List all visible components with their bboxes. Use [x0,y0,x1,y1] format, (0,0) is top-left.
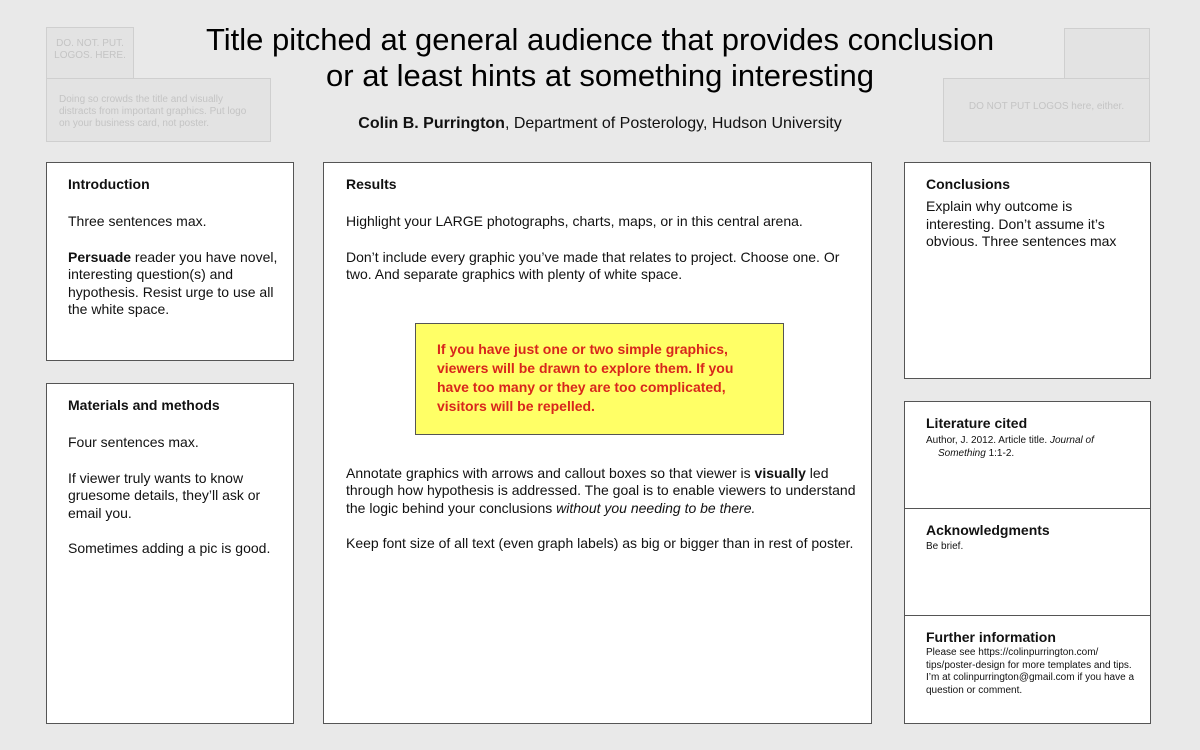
results-text-3-bold: visually [754,464,806,481]
conclusions-panel [904,162,1151,379]
logo-placeholder-note-right-text: DO NOT PUT LOGOS here, either. [968,101,1125,112]
acknowledgments-panel [904,508,1151,616]
literature-reference-a: Author, J. 2012. Article title. [926,435,1050,446]
further-info-text: Please see https://colinpurrington.com/ tips/poster-design for more templates and tips. I’m at colinpurrington@gmail.com if you have a question or comment. [926,647,1135,696]
poster-title-line-2: or at least hints at something interesting [326,58,874,93]
further-info-panel [904,615,1151,724]
methods-text-1: Four sentences max. [68,434,199,450]
introduction-text-2-bold: Persuade [68,248,132,265]
results-heading: Results [346,176,397,192]
methods-text-2: If viewer truly wants to know gruesome details, they’ll ask or email you. [68,469,261,521]
logo-placeholder-note-left-text: Doing so crowds the title and visually distracts from important graphics. Put logo on your business card, not poster. [59,94,247,129]
results-text-1: Highlight your LARGE photographs, charts, maps, or in this central arena. [346,213,803,229]
introduction-heading: Introduction [68,176,150,192]
methods-text-3: Sometimes adding a pic is good. [68,540,271,556]
results-text-3 [346,465,857,518]
poster-title [140,22,1060,94]
methods-panel [46,383,294,724]
conclusions-text: Explain why outcome is interesting. Don’t assume it’s obvious. Three sentences max [926,198,1117,249]
further-info-heading: Further information [926,629,1056,645]
results-callout-box [415,323,784,435]
poster-title-line-1: Title pitched at general audience that provides conclusion [205,22,995,57]
conclusions-heading: Conclusions [926,176,1011,192]
logo-placeholder-joint-left [47,79,133,89]
methods-heading: Materials and methods [68,397,220,413]
results-callout-text: If you have just one or two simple graphics, viewers will be drawn to explore them. If you have too many or they are too complicated, visitors will be repelled. [437,341,734,414]
logo-placeholder-joint-right [1065,79,1149,89]
introduction-text-2-rest: reader you have novel, interesting question(s) and hypothesis. Resist urge to use all the white space. [68,248,278,317]
literature-reference-journal: Journal of Something [938,435,1094,459]
literature-reference [926,435,1140,460]
author-name: Colin B. Purrington [358,115,505,132]
literature-panel [904,401,1151,509]
byline [240,114,960,134]
results-text-3-b: led through how hypothesis is addressed. The goal is to enable viewers to understand the logic behind your conclusions [346,464,856,516]
results-panel [323,162,872,724]
logo-placeholder-left-text: DO. NOT. PUT. LOGOS. HERE. [54,38,126,61]
literature-heading: Literature cited [926,415,1028,431]
results-text-4: Keep font size of all text (even graph labels) as big or bigger than in rest of poster. [346,535,854,551]
literature-reference-b: 1:1-2. [985,447,1015,459]
results-text-3-italic: without you needing to be there. [556,499,756,516]
results-text-3-a: Annotate graphics with arrows and callout boxes so that viewer is [346,464,755,481]
introduction-text-1: Three sentences max. [68,213,207,229]
acknowledgments-text: Be brief. [926,541,964,552]
introduction-text-2 [68,249,279,319]
introduction-panel [46,162,294,361]
acknowledgments-heading: Acknowledgments [926,522,1050,538]
author-affiliation: , Department of Posterology, Hudson University [504,115,842,132]
results-text-2: Don’t include every graphic you’ve made that relates to project. Choose one. Or two. And separate graphics with plenty of white space. [346,248,840,282]
